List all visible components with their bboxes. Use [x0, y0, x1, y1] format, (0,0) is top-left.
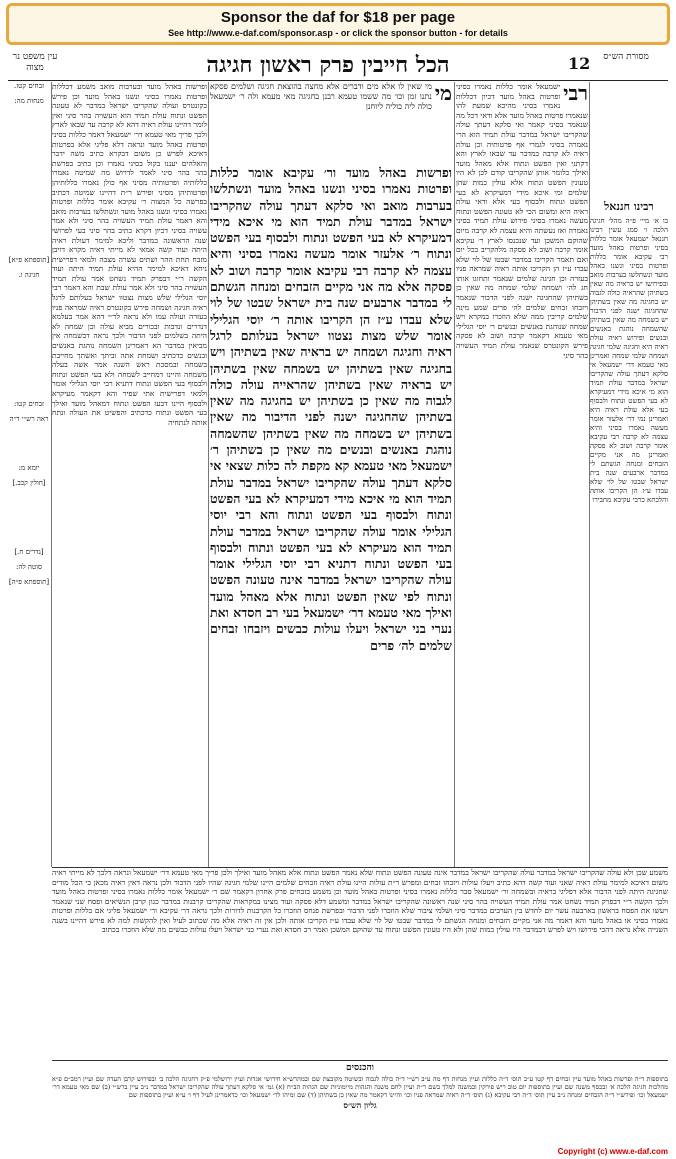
margin-ref: [תוספתא פ״א]	[8, 256, 50, 264]
footnotes-block: בתוספות ד״ה ופרשות באהל מועד עיין זבחים דף קטו ע״ב תוס׳ ד״ה כללות ועיין מנחות דף מה ע״ב רש״י ד״ה כולה לגבוה ובשיטה מקובצת שם ובמהרש״א חידושי אגדות ועיין ירושלמי פ״ק דחגיגה הלכה ב׳ ובפירוש קרבן העדה שם ועיין רמב״ם פ״א מהלכות חגיגה הלכה א׳ ובכסף משנה שם ועיין בתוספות יום טוב ריש פירקין ובמשנה למלך בשם ר״ת ועיין לחם משנה והגהות מיימוניות שם הגהות הב״ח (א) גמ׳ אי סלקא דעתך עולה שהקריבו ישראל במדבר נ״ב עיין ברש״י (ב) שם מאי טעמא דר׳ ישמעאל וכו׳ ופירש״י ד״ה הזבחים ומנחה נ״ב עיין תוס׳ ד״ה רבי עקיבא (ג) תוס׳ ד״ה ראיה שמראה פניו וכו׳ והיינו דקאמר מה שאין כן בשתיהן (ד) שם ומיהו לר׳ ישמעאל וכו׳ כדאמרינן לעיל דף ו׳ ע״א ועיין בתוספות שם	[52, 1075, 668, 1100]
margin-ref: [חולין קכב.]	[12, 479, 46, 487]
margin-ref: מנחות מה:	[14, 97, 44, 105]
column-divider	[51, 82, 52, 867]
section-divider	[52, 1060, 668, 1061]
margin-ref: חגיגה ו.	[18, 271, 40, 279]
sponsor-subtitle[interactable]: See http://www.e-daf.com/sponsor.asp - or click the sponsor button - for details	[168, 28, 508, 38]
margin-ref: [נדרים ח.]	[14, 548, 44, 556]
section-label-gilyon: גליון הש״ס	[343, 1100, 377, 1110]
page-header	[8, 50, 668, 81]
tosafot-column: ופרשות באהל מועד ובערבות מואב משמע דכללות ופרטות נאמרו בסיני ונשנו באהל מועד וכן פירש בקונטרס ועולה שהקריבו ישראל במדבר לא טעונה הפשט ונתוח עולת תמיד הוא העשויה בהר סיני ואין לומר דהיינו עולת ראיה דהא לא קרבה עד שבאו לארץ ולכך פריך מאי טעמא דר׳ ישמעאל דאמר כללות בסיני ופרטות באהל מועד ונראה דלא פליגי אלא בפרטות דאיכא לפרש כן משום דבקרא כתיב משה ידבר והאלהים יעננו בקול בסיני נאמרו וכן כתיב בפרשת בהר בהר סיני לאמר לדרוש מה שמיטה נאמרו כללותיה ופרטותיה מסיני אף כולן נאמרו כללותיהן ופרטותיהן מסיני ופירש ר״ת דהיינו שמיטה דכתיב בפרשה כל המצוה ר׳ עקיבא אומר כללות ופרטות נאמרו בסיני ונשנו באהל מועד ונשתלשו בערבות מואב והא דאמר עולת תמיד העשויה בהר סיני ולא אמר עשויה בסיני דכיון דקרא כתיב בהר סיני בעי לפרושי שנה הראשונה במדבר וליכא למימר דעולת ראיה היתה ועוד קשה אמאי לא מייתי ראיה מקרא דויבן מזבח תחת ההר ושתים עשרה מצבה ולמאי דפרישית ניחא דאיכא למימר ההיא עולת תמיד היתה ועוד הקשה ר״י דבפרק תמיד נשחט אמר עולת תמיד העשויה בהר סיני ולא אמר עולת שבת והא דאמר רבי יוסי הגלילי שלש מצות נצטוו ישראל בעלותם לרגל ראיה חגיגה ושמחה פירש בקונטרס ראיה שמראה פניו בעזרה ועולה עמו ולא נראה לר״י דהא אמר בעלמא דנדרים ונדבות ובכורים מביא עולה וכן שמחה לא היתה בשלמים לפני הדבור ולכך נראה דבשמחה אין מביאין במדבר הא דאמרינן השמחה נוהגת באנשים ובנשים כדכתיב ושמחת אתה וביתך ואשתך מחייבת בשמחה ובמסכת ראש השנה אמר אשה בעלה משמחה והיינו דמחייב לשמחה ולא בעי הפשט ונתוח ולבסוף בעי הפשט ונתוח דתניא רבי יוסי הגלילי אומר ולמאי דפרישית אתי שפיר והא דקאמר מעיקרא ולבסוף היינו דבעו הפשט ונתוח דמאהל מועד ואילך בעי הפשט ונתוח כדכתיב והפשיט את העולה ונתח אותה לנתחיה	[52, 82, 207, 427]
column-divider	[208, 82, 209, 867]
gemara-opening-word: מי	[434, 82, 452, 105]
margin-ref: זבחים קטז.	[13, 82, 45, 90]
margin-ref: זבחים קטו:	[13, 400, 45, 408]
margin-ref: [תוספתא פ״ה]	[8, 578, 50, 586]
rabbeinu-chananel-column	[590, 82, 668, 867]
margin-ref: ראה רש״י ד״ה	[9, 415, 49, 423]
bottom-commentary: משמע שכן ולא עולה שהקריבו ישראל במדבר עולה שהקריבו ישראל במדבר אינה טעונה הפשט ונתוח שלא נאמר הפשט ונתוח אלא מאהל מועד ואילך ולכן פריך מאי טעמא דר׳ ישמעאל ונראה דלכך לא מייתי ראיה משום דאיכא למימר עולת ראיה שאני ועוד קשה דהא כתיב ויעלו עולות ויזבחו זבחים ומפרש ר״ת עולות היינו עולת ראיה וזבחים שלמים היינו שלמי חגיגה שהיו לפני הדבור ולכן נראה דאין ראיה מכאן כי הכל מודים שחגיגה היתה לפני הדבור אלא דפליגי בראיה ובשמחה ור׳ ישמעאל סבר כללות נאמרו בסיני ופרטות באהל מועד וכן משמע בזבחים פרק אחרון דקאמר שם ר׳ ישמעאל אומר כללות נאמרו בסיני ופרטות באהל מועד ולכך הקשה ר״י דבפרק תמיד נשחט אמר עולת תמיד העשויה בהר סיני שנה ראשונה שהקריבו ישראל במדבר ומשמע דלא פסקה ועוד מצינו במקראות שהקריבו קרבנות במדבר כגון קרבן הנשיאים ופסח שני שנאמר ויעשו את הפסח בראשון בארבעה עשר יום לחדש בין הערבים במדבר סיני ושלמי ציבור שלא הוזכרו לפני הדבור ובפרשת פנחס הוזכרו כל הקרבנות לדורות ולכך נראה דר׳ עקיבא ור׳ ישמעאל פליגי אם כללות ופרטות נאמרו בסיני או באהל מועד והא דאמר מה אני מקיים הזבחים ומנחה הגשתם לי במדבר שבטו של לוי שלא עבדו ע״ז הקריבו אותה ולכן אין זה ראיה אלא מה שכתוב לעיל ואין להקשות למה לא פירש דהיינו בשנה השנייה אלא נראה דהכי פירושו ויש לפרש דבמדבר היו עולין כמות שהן ולא היו טעונין הפשט ונתוח עד שהוקם המשכן ואמר רב חסדא ואת נערי בני ישראל ויעלו עולות כבשים מה שלא הוזכרו בכתוב	[52, 868, 668, 934]
margin-references	[8, 82, 50, 972]
page-number: 12	[568, 54, 591, 73]
rabbeinu-chananel-title: רבינו חננאל	[604, 200, 654, 213]
sponsor-title[interactable]: Sponsor the daf for $18 per page	[220, 9, 456, 26]
margin-ref: סוטה לה:	[16, 563, 42, 571]
sponsor-banner[interactable]	[6, 3, 670, 45]
copyright-notice[interactable]: Copyright (c) www.e-daf.com	[557, 1147, 668, 1156]
rashi-body: ישמעאל אומר כללות נאמרו בסיני ופרטות באהל מועד דכיון דכללות נאמרו בסיני מהיכא שמעת להו שנאמרו פרטות באהל מועד אלא ודאי דכל מה שנאמר בסיני קאמר ואי סלקא דעתך עולה שהקריבו ישראל במדבר עולת תמיד הוא הרי נאמרה בסיני לגמרי אף פרטותיה וכן עולת ראיה לא קרבה במדבר עד שבאו לארץ והא דקתני ואין הפשט ונתוח אלא מאהל מועד ואילך כלומר אותן שהקריבו קודם לכן לא היו טעונין הפשט ונתוח אלא עולין כמות שהן שלמים ומי איכא מידי דמעיקרא לא בעי הפשט ונתוח ולבסוף בעי אלא ודאי עולת ראיה היא ומשום הכי לא טעונה הפשט ונתוח מעשה נאמרו בסיני פירוש עולת תמיד בסיני נאמרה ואז נעשתה והיא עצמה לא קרבה מיום שהוקם המשכן ועד שנכנסו לארץ ר׳ עקיבא אומר קרבה ושוב לא פסקה מלהקריב בכל יום ואם תאמר הקריבו במדבר שבטו של לוי שלא עבדו ע״ז הן הקריבו אותה ראיה שמראה פניו בעזרה וכן חגיגה שלמים שנאמר ותחוגו אותו חג לה׳ ושמחה שלמי שמחה מה שאין כן בשתיהן שהחגיגה ישנה לפני הדבור שנאמר ויזבחו זבחים שלמים לה׳ פרים שמע מינה שלמים קריבין ממה שלא הוזכרו במקרא ויש שמחה שנוהגת באנשים ובנשים ר׳ יוסי הגלילי מאי טעמא דקאמר קרבה ושוב לא פסקה פירש הקונטרס שנאמר עולת תמיד העשויה בהר סיני	[456, 82, 588, 360]
margin-ref: יומא מ:	[18, 464, 40, 472]
rabbeinu-chananel-body: בו א׳ מיי׳ פ״ה מהל׳ חגיגה הלכה ו׳ סמג עשין רבינו חננאל ישמעאל אומר כללות בסיני ופרטות באהל מועד רבי עקיבא אומר כללות ופרטות בסיני ונשנו באהל מועד ונשתלשו בערבות מואב ובפירושו יש בראיה מה שאין בשתיהן שהראיה כולה לגבוה יש בחגיגה מה שאין בשתיהן שהחגיגה ישנה לפני הדבור יש בשמחה מה שאין בשתיהן שהשמחה נוהגת באנשים ובנשים ופירוש ראיה עולת ראיה היא וחגיגה שלמי חגיגה ושמחה שלמי שמחה ואמרינן מאי טעמא דר׳ ישמעאל אי סלקא דעתך עולה שהקריבו ישראל במדבר עולת תמיד הוא מי איכא מידי דמעיקרא לא בעי הפשט ונתוח ולבסוף בעי אלא עולת ראיה היא ואמרינן נמי דר׳ אלעזר אומר מעשה נאמרו בסיני והיא עצמה לא קרבה רבי עקיבא אומר קרבה ושוב לא פסקה ואמרינן מה אני מקיים הזבחים ומנחה הגשתם לי במדבר ארבעים שנה בית ישראל שבטו של לוי שלא עבדו ע״ז הן הקריבו אותה והלכתא כרבי עקיבא מחבירו	[590, 217, 668, 504]
column-divider	[589, 82, 590, 867]
masoret-hashas-label: עין משפט נר מצוה	[12, 52, 58, 73]
column-divider	[454, 82, 455, 867]
gemara-top-text	[210, 82, 452, 164]
ein-mishpat-label: מסורת הש״ס	[603, 52, 649, 62]
gemara-column: ופרשות באהל מועד ור׳ עקיבא אומר כללות ופרטות נאמרו בסיני ונשנו באהל מועד ונשתלשו בערבות מואב ואי סלקא דעתך עולה שהקריבו ישראל במדבר עולת תמיד הוא מי איכא מידי דמעיקרא לא בעי הפשט ונתוח ולבסוף בעי הפשט ונתוח ר׳ אלעזר אומר מעשה נאמרו בסיני והיא עצמה לא קרבה רבי עקיבא אומר קרבה ושוב לא פסקה אלא מה אני מקיים הזבחים ומנחה הגשתם לי במדבר ארבעים שנה בית ישראל שבטו של לוי שלא עבדו ע״ז הן הקריבו אותה ר׳ יוסי הגלילי אומר שלש מצות נצטוו ישראל בעלותם לרגל ראיה וחגיגה ושמחה יש בראיה שאין בשתיהן ויש בחגיגה שאין בשתיהן יש בשמחה שאין בשתיהן יש בראיה שאין בשתיהן שהראייה עולה כולה לגבוה מה שאין כן בשתיהן יש בחגיגה מה שאין בשתיהן שהחגיגה ישנה לפני הדיבור מה שאין בשתיהן יש בשמחה מה שאין בשתיהן שהשמחה נוהגת באנשים ובנשים מה שאין כן בשתיהן ר׳ ישמעאל מאי טעמא קא מקפת לה כלות שצאי אי סלקא דעתך עולה שהקריבו ישראל במדבר עולת תמיד הוא מי איכא מידי דמעיקרא לא בעי הפשט ונתוח ולבסוף בעי הפשט ונתוח והא רבי יוסי הגלילי אומר עולה שהקריבו ישראל במדבר עולת תמיד הוא מעיקרא לא בעי הפשט ונתוח ולבסוף בעי הפשט ונתוח דתניא רבי יוסי הגלילי אומר עולה שהקריבו ישראל במדבר אינה טעונה הפשט ונתוח לפי שאין הפשט ונתוח אלא מאהל מועד ואילך מאי טעמא דר׳ ישמעאל בעי רב חסדא ואת נערי בני ישראל ויעלו עולות כבשים ויזבחו זבחים שלמים לה׳ פרים	[210, 165, 452, 653]
page-title: הכל חייבין פרק ראשון חגיגה	[206, 52, 450, 78]
rashi-column	[456, 82, 588, 867]
rashi-opening-word: רבי	[563, 82, 588, 105]
section-label-hagahot: והכנסים	[346, 1063, 374, 1073]
gemara-top-body: מי שאין לו אלא מים ודברים אלא מחצה בהוצאת חגיגה ושלמים פסקא נתנו זמן וכו׳ מה ששמו טעמא רבנן בחגיגה מאי מעמא ולה ר׳ ישמעאל כולה ליה כוליה ליוחנן	[210, 82, 432, 111]
